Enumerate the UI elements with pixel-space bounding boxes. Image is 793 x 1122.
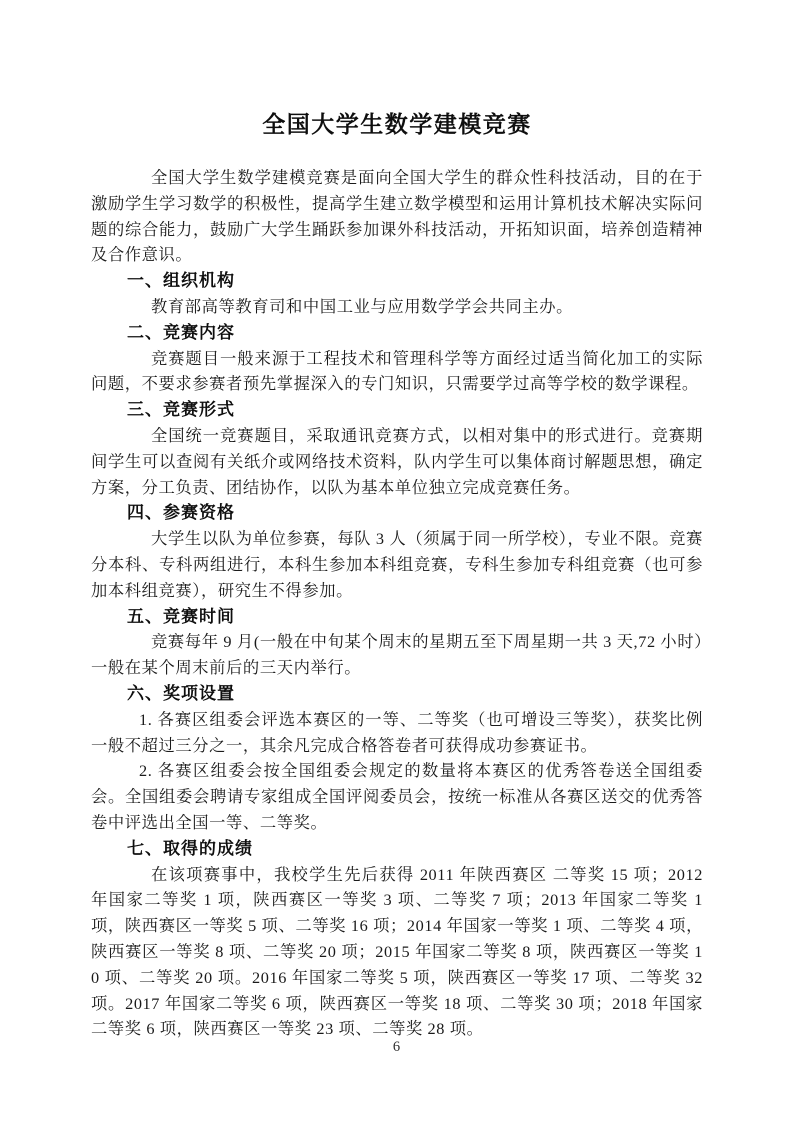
- section-6-item-2: 2. 各赛区组委会按全国组委会规定的数量将本赛区的优秀答卷送全国组委会。全国组委会聘请专家组成全国评阅委员会，按统一标准从各赛区送交的优秀答卷中评选出全国一等、二等奖。: [91, 761, 703, 832]
- intro-paragraph: 全国大学生数学建模竞赛是面向全国大学生的群众性科技活动，目的在于激励学生学习数学的积极性，提高学生建立数学模型和运用计算机技术解决实际问题的综合能力，鼓励广大学生踊跃参加课外科技活动，开拓知识面，培养创造精神及合作意识。: [91, 168, 703, 265]
- section-5-paragraph: 竞赛每年 9 月(一般在中旬某个周末的星期五至下周星期一共 3 天,72 小时）一般在某个周末前后的三天内举行。: [91, 632, 703, 678]
- section-6-item-1: 1. 各赛区组委会评选本赛区的一等、二等奖（也可增设三等奖），获奖比例一般不超过三分之一，其余凡完成合格答卷者可获得成功参赛证书。: [91, 709, 703, 755]
- section-6-heading: 六、奖项设置: [127, 683, 235, 703]
- section-4-paragraph: 大学生以队为单位参赛，每队 3 人（须属于同一所学校），专业不限。竞赛分本科、专科两组进行，本科生参加本科组竞赛，专科生参加专科组竞赛（也可参加本科组竞赛），研究生不得参加。: [91, 529, 703, 600]
- section-2-heading: 二、竞赛内容: [127, 322, 235, 342]
- section-7-paragraph: 在该项赛事中，我校学生先后获得 2011 年陕西赛区 二等奖 15 项；2012 年国家二等奖 1 项，陕西赛区一等奖 3 项、二等奖 7 项；2013 年国家二等奖 1 项，陕西赛区一等奖 5 项、二等奖 16 项；2014 年国家一等奖 1 项、二等奖 4 项，陕西赛区一等奖 8 项、二等奖 20 项；2015 年国家二等奖 8 项，陕西赛区一等奖 10 项、二等奖 20 项。2016 年国家二等奖 5 项，陕西赛区一等奖 17 项、二等奖 32 项。2017 年国家二等奖 6 项，陕西赛区一等奖 18 项、二等奖 30 项；2018 年国家二等奖 6 项，陕西赛区一等奖 23 项、二等奖 28 项。: [91, 864, 703, 1039]
- section-3-paragraph: 全国统一竞赛题目，采取通讯竞赛方式，以相对集中的形式进行。竞赛期间学生可以查阅有关纸介或网络技术资料，队内学生可以集体商讨解题思想，确定方案，分工负责、团结协作，以队为基本单位独立完成竞赛任务。: [91, 425, 703, 497]
- section-1-paragraph: 教育部高等教育司和中国工业与应用数学学会共同主办。: [151, 296, 574, 316]
- section-2-paragraph: 竞赛题目一般来源于工程技术和管理科学等方面经过适当简化加工的实际问题，不要求参赛者预先掌握深入的专门知识，只需要学过高等学校的数学课程。: [91, 348, 703, 394]
- section-1-heading: 一、组织机构: [127, 271, 235, 291]
- section-4-heading: 四、参赛资格: [127, 503, 235, 523]
- page-number: 6: [392, 1039, 401, 1055]
- document-content: [91, 110, 703, 1042]
- section-7-heading: 七、取得的成绩: [127, 838, 253, 858]
- section-5-heading: 五、竞赛时间: [127, 606, 235, 626]
- section-3-heading: 三、竞赛形式: [127, 400, 235, 420]
- document-title: 全国大学生数学建模竞赛: [262, 111, 532, 137]
